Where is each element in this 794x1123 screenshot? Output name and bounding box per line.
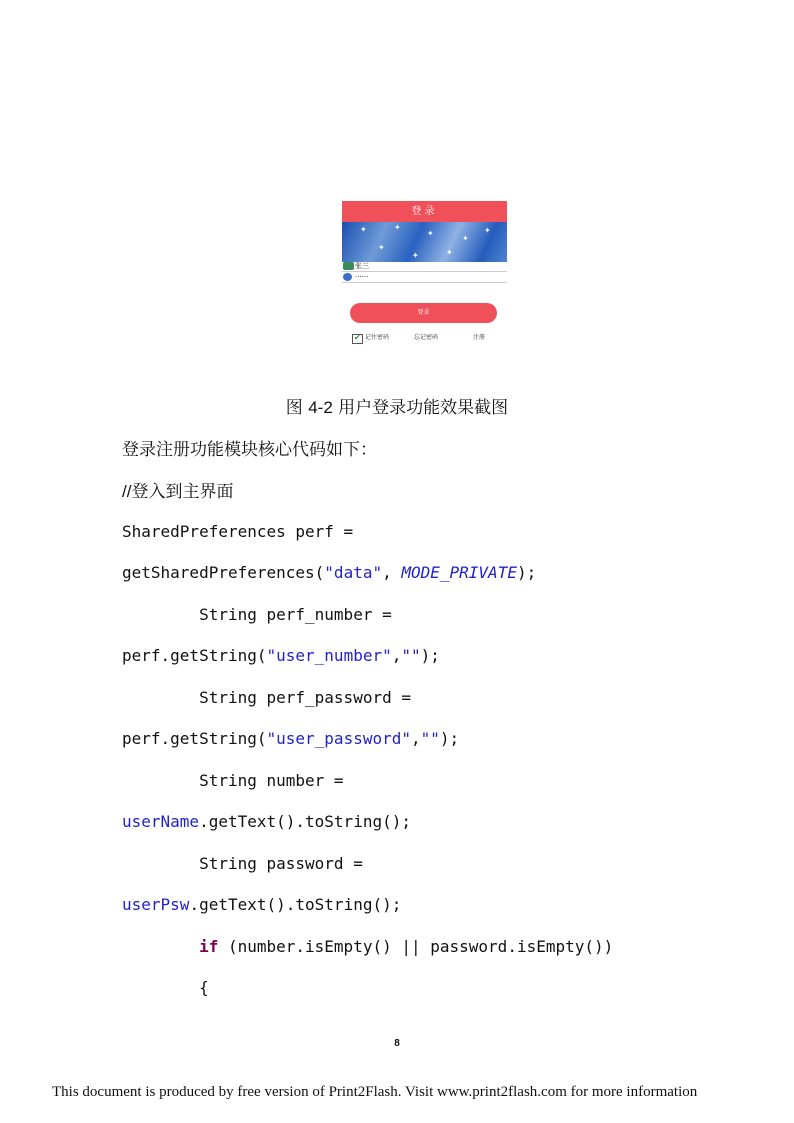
code-text: .getText().toString(); xyxy=(199,812,411,831)
code-text: , xyxy=(391,646,402,665)
code-line-4 xyxy=(122,645,440,667)
code-text: getSharedPreferences( xyxy=(122,563,325,582)
page-number: 8 xyxy=(394,1038,400,1049)
code-text: ); xyxy=(420,646,440,665)
intro-paragraph: 登录注册功能模块核心代码如下： xyxy=(122,440,377,460)
code-line-11 xyxy=(122,936,613,958)
sparkle-icon: ✦ xyxy=(446,248,453,257)
code-string: "user_number" xyxy=(266,646,392,665)
code-line-6 xyxy=(122,728,459,750)
sparkle-icon: ✦ xyxy=(394,223,401,232)
forgot-password-link[interactable]: 忘记密码 xyxy=(414,334,439,341)
figure-caption xyxy=(0,396,794,420)
login-header-title: 登录 xyxy=(342,201,507,222)
code-comment: //登入到主界面 xyxy=(122,482,234,501)
code-text: , xyxy=(411,729,421,748)
code-line-3: String perf_number = xyxy=(122,605,392,624)
code-text: perf.getString( xyxy=(122,729,267,748)
code-line-10 xyxy=(122,894,401,916)
sparkle-icon: ✦ xyxy=(427,229,434,238)
caption-text: 用户登录功能效果截图 xyxy=(332,398,509,418)
sparkle-icon: ✦ xyxy=(462,234,469,243)
code-line-5: String perf_password = xyxy=(122,688,411,707)
code-text: .getText().toString(); xyxy=(189,895,402,914)
code-constant: MODE_PRIVATE xyxy=(401,563,517,582)
login-screenshot xyxy=(342,201,507,345)
code-line-12: { xyxy=(122,978,209,997)
code-string: "data" xyxy=(324,563,383,582)
login-banner-image xyxy=(342,222,507,262)
code-text: , xyxy=(382,563,402,582)
caption-number: 4-2 xyxy=(308,398,333,417)
code-text: ); xyxy=(439,729,460,748)
code-text: (number.isEmpty() || password.isEmpty()) xyxy=(218,937,614,956)
password-value: ······ xyxy=(355,273,369,281)
login-options xyxy=(352,332,502,344)
sparkle-icon: ✦ xyxy=(378,243,385,252)
caption-prefix: 图 xyxy=(285,398,309,418)
sparkle-icon: ✦ xyxy=(412,251,419,260)
code-text: perf.getString( xyxy=(122,646,267,665)
remember-password-label: 记住密码 xyxy=(365,334,390,341)
password-field[interactable] xyxy=(342,273,507,283)
code-keyword: if xyxy=(199,937,219,956)
checkbox-icon: ✔ xyxy=(354,333,361,342)
sparkle-icon: ✦ xyxy=(360,225,367,234)
lock-icon xyxy=(343,273,352,281)
user-icon xyxy=(343,262,354,270)
code-line-7: String number = xyxy=(122,771,344,790)
sparkle-icon: ✦ xyxy=(484,226,491,235)
code-text: ); xyxy=(516,563,537,582)
remember-checkbox[interactable] xyxy=(352,334,363,344)
login-button[interactable]: 登录 xyxy=(350,303,497,323)
code-string: "user_password" xyxy=(266,729,411,748)
code-line-8 xyxy=(122,811,411,833)
code-string: "" xyxy=(401,646,421,665)
footer-notice: This document is produced by free version of Print2Flash. Visit www.print2flash.com for more information xyxy=(52,1084,698,1100)
code-field: userPsw xyxy=(122,895,190,914)
code-line-9: String password = xyxy=(122,854,363,873)
username-field[interactable] xyxy=(342,262,507,272)
code-string: "" xyxy=(420,729,440,748)
register-link[interactable]: 注册 xyxy=(473,334,486,341)
code-field: userName xyxy=(122,812,200,831)
code-indent xyxy=(122,937,199,956)
username-value: 张三 xyxy=(355,262,369,270)
code-line-1: SharedPreferences perf = xyxy=(122,522,354,541)
code-line-2 xyxy=(122,562,536,584)
